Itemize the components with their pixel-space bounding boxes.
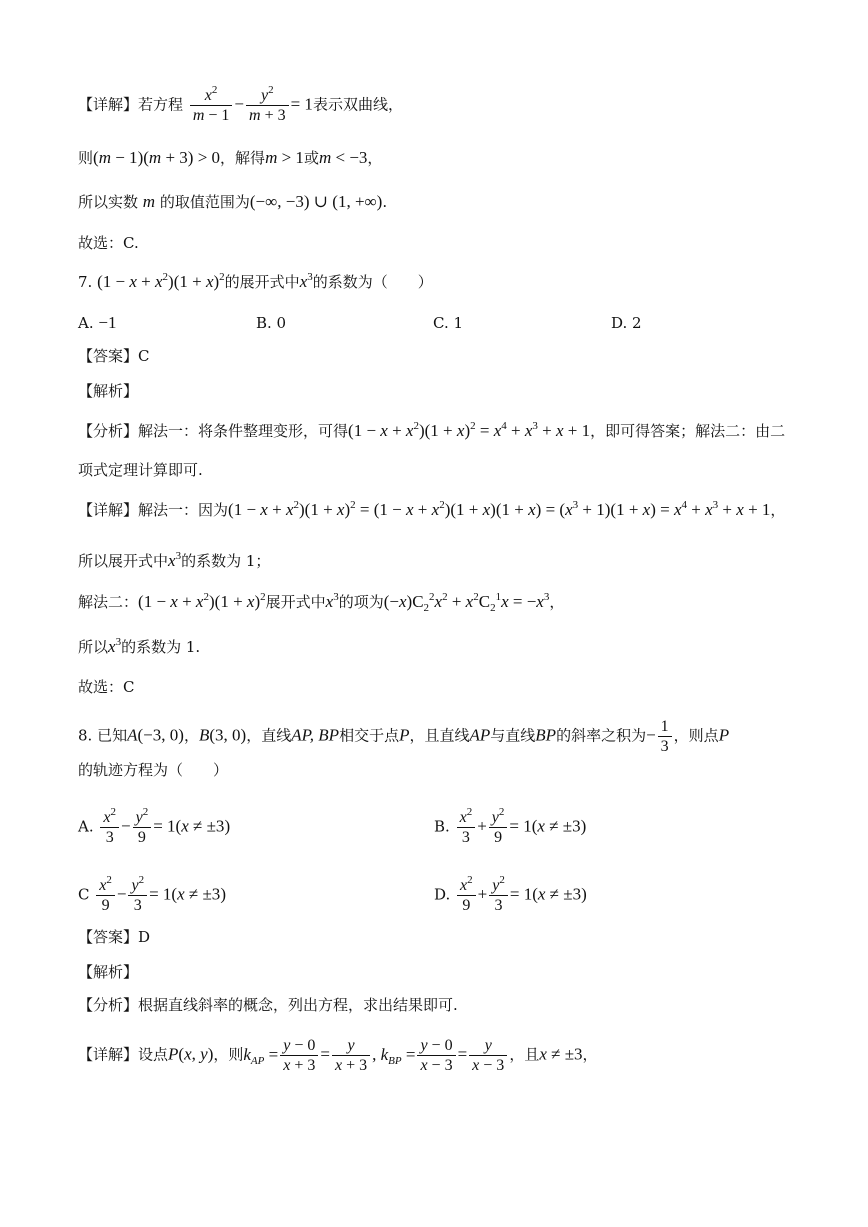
- option-d: D. $\frac{x^2}{9}$ + $\frac{y^2}{3}$ = 1(x ≠ ±3): [434, 874, 587, 914]
- q7-detail-4: 所以$x^3$的系数为 1.: [78, 636, 201, 656]
- answer-line: 【答案】C: [78, 347, 150, 365]
- fraction: $\frac{y^2}{m + 3}$: [246, 86, 289, 125]
- q7-fenxi-1: 【分析】解法一：将条件整理变形，可得$(1 - x + x^2)(1 + x)^2 = x^4 + x^3 + x + 1$，即可得答案；解法二：由二: [78, 420, 786, 440]
- q7-choose: 故选：C: [78, 678, 135, 696]
- q8-fenxi: 【分析】根据直线斜率的概念，列出方程，求出结果即可.: [78, 996, 458, 1014]
- analysis-tag: 【解析】: [78, 963, 139, 981]
- fraction: $\frac{1}{3}$: [658, 717, 672, 756]
- question-number: 8.: [78, 726, 93, 745]
- q7-detail-1: 【详解】解法一：因为$(1 - x + x^2)(1 + x)^2 = (1 - x + x^2)(1 + x)(1 + x) = (x^3 + 1)(1 + x) = x^4 + x^3 + x + 1$，: [78, 499, 786, 519]
- option-c: C. 1: [433, 314, 464, 332]
- question-number: 7.: [78, 273, 93, 291]
- detail-tag: 【详解】: [78, 95, 139, 114]
- q8-detail: 【详解】设点P(x, y)，则$k_{AP}$ = $\frac{y - 0}{x + 3}$ = $\frac{y}{x + 3}$ , $k_{BP}$ = $\frac{y - 0}{x - 3}$ = $\frac{y}{x - 3}$ ，且x ≠ ±3，: [78, 1037, 598, 1074]
- analysis-tag: 【解析】: [78, 382, 139, 400]
- option-d: D. 2: [611, 314, 642, 332]
- q8-stem-1: 8. 已知A(−3, 0)，B(3, 0)，直线AP, BP相交于点P，且直线AP与直线BP的斜率之积为− $\frac{1}{3}$ ，则点P: [78, 718, 730, 755]
- q7-fenxi-2: 项式定理计算即可.: [78, 461, 203, 479]
- option-b: B. 0: [256, 314, 287, 332]
- option-a: A. −1: [78, 313, 117, 332]
- p6-line-1: 【详解】若方程 $\frac{x^2}{m - 1}$ − $\frac{y^2}{m + 3}$ = 1表示双曲线，: [78, 84, 403, 124]
- option-a: A. $\frac{x^2}{3}$ − $\frac{y^2}{9}$ = 1(x ≠ ±3): [78, 806, 231, 846]
- q7-detail-3: 解法二：$(1 - x + x^2)(1 + x)^2$展开式中$x^3$的项为$(-x)C_2^2x^2 + x^2C_2^1x = -x^3$，: [78, 591, 565, 614]
- p6-line-3: 所以实数 m 的取值范围为(−∞, −3) ∪ (1, +∞).: [78, 192, 388, 211]
- p6-line-2: 则(m − 1)(m + 3) > 0，解得m > 1或m < −3，: [78, 148, 383, 167]
- option-b: B. $\frac{x^2}{3}$ + $\frac{y^2}{9}$ = 1(x ≠ ±3): [434, 806, 587, 846]
- fraction: $\frac{x^2}{m - 1}$: [190, 86, 233, 125]
- q7-stem: 7. $(1 - x + x^2)(1 + x)^2$的展开式中$x^3$的系数为（ ）: [78, 271, 433, 291]
- p6-choose: 故选：C.: [78, 234, 139, 252]
- q7-detail-2: 所以展开式中$x^3$的系数为 1；: [78, 550, 271, 570]
- answer-line: 【答案】D: [78, 928, 151, 946]
- q8-stem-2: 的轨迹方程为（ ）: [78, 761, 229, 779]
- option-c: C $\frac{x^2}{9}$ − $\frac{y^2}{3}$ = 1(x ≠ ±3): [78, 874, 226, 914]
